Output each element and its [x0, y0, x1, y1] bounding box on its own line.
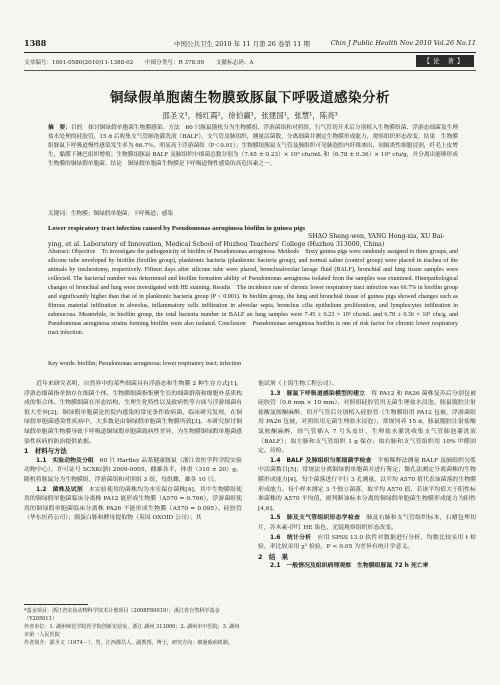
sec-1-6: 1.6 统计分析 应用 SPSS 13.0 软件对数据进行分析，均数比较采用 t 检验，率比较采用 χ² 检验，P < 0.05 为差异有统计学意义。: [258, 534, 477, 551]
footnotes: [24, 607, 242, 647]
footnote-fund: *基金项目：浙江省实验动物科学技术计划项目（2008F80019）；浙江省自然科学基金（Y205011）: [24, 608, 220, 623]
abstract-cn-label: 摘 要：: [48, 125, 71, 131]
sec-1-2: 1.2 菌株及试剂 本实验使用的菌株均为本室保存菌株[4]，其中生物膜组使用的铜绿假单胞菌临床分离株 PA12 能形成生物膜（A570 = 0.706），浮游菌组使用的铜绿假单胞菌临床分离株 PA26 不能形成生物膜（A570 = 0.095）。硅胶管（华东医药公司）；胰蛋白胨和酵母提取物（英国 OXOID 公司）；其: [24, 486, 243, 522]
meta-rule: [24, 70, 476, 71]
footnote-bio: 作者简介：邵圣文（1974－），男，江西都昌人，副教授，博士，研究方向：细菌致病机制。: [24, 640, 234, 647]
article-no: 文章编号：1001-0580(2010)11-1388-02: [24, 60, 134, 66]
keywords-cn: 关键词：生物膜；铜绿假单胞菌；下呼吸道；感染: [48, 211, 174, 217]
section-results-heading: 2 结 果: [258, 552, 289, 561]
section-methods-heading: 1 材料与方法: [24, 447, 67, 456]
sec-1-1: 1.1 实验动物及分组 60 只 Hartley 品系健康豚鼠（浙江省医学科学院实验动物中心），许可证号 SCXK(浙) 2009-0005，雌雄各半，体重（310 ± 20）g。随机将豚鼠分为生物膜组、浮游菌组和对照组 3 组，每组雌、雄各 10 只。: [24, 457, 242, 483]
page-number: 1388: [24, 38, 47, 48]
abstract-cn: [48, 124, 458, 169]
header-rule: [24, 52, 476, 53]
keywords-en: Key words: biofilm; Pseudomonas aeruginosa; lower respiratory tract; infection: [48, 361, 242, 367]
doc-code: 文献标志码：A: [215, 60, 254, 66]
section-badge: 【论 著】: [416, 55, 474, 67]
sec-2-1: 2.1 一般情况及组织病理观察 生物膜组豚鼠 72 h 死亡率: [270, 563, 429, 570]
clc-no: 中图分类号：R 378.99: [144, 60, 205, 66]
journal-en: Chin J Public Health Nov 2010 Vol.26 No.11: [330, 39, 476, 47]
english-title: Lower respiratory tract infection caused by Pseudomonas aeruginosa biofilm in guinea pigs: [48, 225, 306, 232]
footnote-affiliation: 作者单位：1. 湖州师范学院医学院创新实验室，浙江 湖州 313000；2. 湖州市中医院；3. 湖州市第一人民医院: [24, 624, 240, 639]
abstract-cn-text: 目的 探讨铜绿假单胞菌生物膜感染。方法 60 只豚鼠随机分为生物膜组、浮游菌组和对照组，行气管切开术后分别植入生物膜组菌、浮游态细菌及生理盐水处理的硅胶管，15 d 后收集支气管肺泡灌洗液（BALF），支气管及肺组织，测量活菌数，分离细菌并测定生物膜形成能力，观察组织形态改变。结果 生物膜组豚鼠下呼吸道慢性感染发生率为 66.7％，明显高于浮游菌组（P＜0.01）；生物膜组豚鼠支气管及肺组织可见肺泡腔内纤维渗出，间隔炎性细胞浸润，纤毛上皮增生，黏膜下淋巴组织增殖；生物膜组豚鼠 BALF 及肺组织中细菌总数分别为（7.45 ± 0.23）× 10³ cfu/mL 和（6.78 ± 0.36）× 10³ cfu/g，并分离出能够形成生物膜的铜绿假单胞菌。结论 铜绿假单胞菌生物膜是下呼吸道慢性感染的高危因素之一。: [48, 125, 459, 168]
sec-1-3: 1.3 豚鼠下呼吸道感染模型的建立 将 PA12 和 PA26 菌株复苏后分别包被硅胶管（0.6 mm × 10 mm），对照组硅胶管用无菌生理盐水浸泡。豚鼠腹腔注射盐酸氯胺酮麻醉，切开气管后分别植入硅胶管（生物膜组用 PA12 包被，浮游菌组用 PA26 包被，对照组用无菌生理盐水浸泡），常规饲养 15 d，豚鼠腹腔注射盐酸氯胺酮麻醉，经气管插入 7 号头皮针，生理盐水灌洗收集支气管肺泡灌洗液（BALF）；取左肺和支气管组织 1 g 保存；取右肺和支气管组织用 10% 甲醛固定，待检。: [258, 390, 476, 455]
journal-cn: 中国公共卫生 2010 年 11 月第 26 卷第 11 期: [174, 40, 310, 48]
footnote-rule: [24, 604, 88, 605]
reagents-cont: 他试剂（上海生物工程公司）。: [258, 381, 338, 387]
abstract-en: Abstract: Objective To investigate the pathogenicity of biofilm of Pseudomonas aeruginosa. Methods Sixty guinea pigs were randomly assigned to three groups, and silicone tube enveloped by biofilm (biofilm group), planktonic bacteria (planktonic bacteria group), and normal saline (control group) were placed in trachea of the animals by tracheotomy, respectively. Fifteen days after silicone tube were placed, bronchoalveolar lavage fluid (BALF), bronchial and lung tissue samples were collected. The bacterial number was determined and biofilm formation ability of Pseudomonas aeruginosa isolated from the samples was examined. Histopathological changes of bronchial and lung were investigated with HE staining. Results The incidence rate of chronic lower respiratory tract infection was 66.7% in biofilm group and significantly higher than that of in planktonic bacteria group (P < 0.001). In biofilm group, the lung and bronchial tissue of guinea pigs showed changes such as fibrous material infiltration in alveolus, inflammatory cells infiltration in alveolar septa, bronchus cilia epithelium proliferation, and lymphocytes infiltration in submucosa. Meanwhile, in biofilm group, the total bacteria number in BALF an lung samples were 7.45 ± 0.23 × 10³ cfu/mL and 6.78 ± 0.36 × 10³ cfu/g, and Pseudomonas aeruginosa strains forming biofilm were also isolated. Conclusion Pseudomonas aeruginosa biofilm is one of risk factor for chronic lower respiratory tract infection.: [48, 249, 458, 336]
intro-paragraph: 近年来研究表明，自然界中的某些细菌具有浮游态和生物膜 2 种生存方式[1]。浮游态细菌指单独存在细菌个体，生物膜细菌指集聚生长的细菌群落和细胞外基质构成的集合体。生物膜细菌在形态结构、生理生化特性以及致病性等方面与浮游细菌有很大差异[2]。铜绿假单胞菌是医院内感染的常见条件致病菌，临床研究发现，在铜绿假单胞菌感染性疾病中，大多数是由铜绿假单胞菌生物膜所致[3]。本研究探讨铜绿假单胞菌生物膜导致下呼吸道铜绿假单胞菌致病性差异，为生物膜铜绿假单胞菌感染性疾病的防治提供依据。: [24, 381, 242, 445]
article-title: 铜绿假单胞菌生物膜致豚鼠下呼吸道感染分析: [110, 90, 390, 106]
body-left-column: [24, 380, 242, 524]
english-authors: SHAO Sheng-wen, YANG Hong-xia, XU Bai-ying, et al. Laboratory of Innovation, Medical School of Huzhou Teachers' College (Huzhou 313000, China): [48, 233, 445, 249]
body-right-column: [258, 380, 476, 572]
author-list: 邵圣文¹，杨红霞²，徐伯赢¹，张建国¹，张慧¹，陈亮³: [162, 111, 338, 120]
sec-1-4: 1.4 BALF 及肺组织匀浆细菌学检查 平板稀释法测量 BALF 及肺组织匀浆中活菌数目[5]；常规法分离铜绿假单胞菌并进行鉴定；微孔法测定分离菌株的生物膜形成能力[4]，每个菌落进行平行 3 孔测量，以平均 A570 值代表该菌落的生物膜形成能力。每个样本测定 3 个独立菌落，取平均 A570 值，若该平均值大于阳性标准菌株的 A570 平均值，则判断该标本分离的铜绿假单胞菌生物膜形成能力为阳性[4,6]。: [258, 457, 477, 512]
sec-1-5: 1.5 肺及支气管组织形态学检查 肺及右肺和支气管组织标本，石蜡包埋切片，苏木素-伊红 HE 染色，光镜观察组织形态改变。: [258, 515, 477, 531]
article-meta: [24, 58, 264, 66]
running-header: [24, 38, 476, 50]
